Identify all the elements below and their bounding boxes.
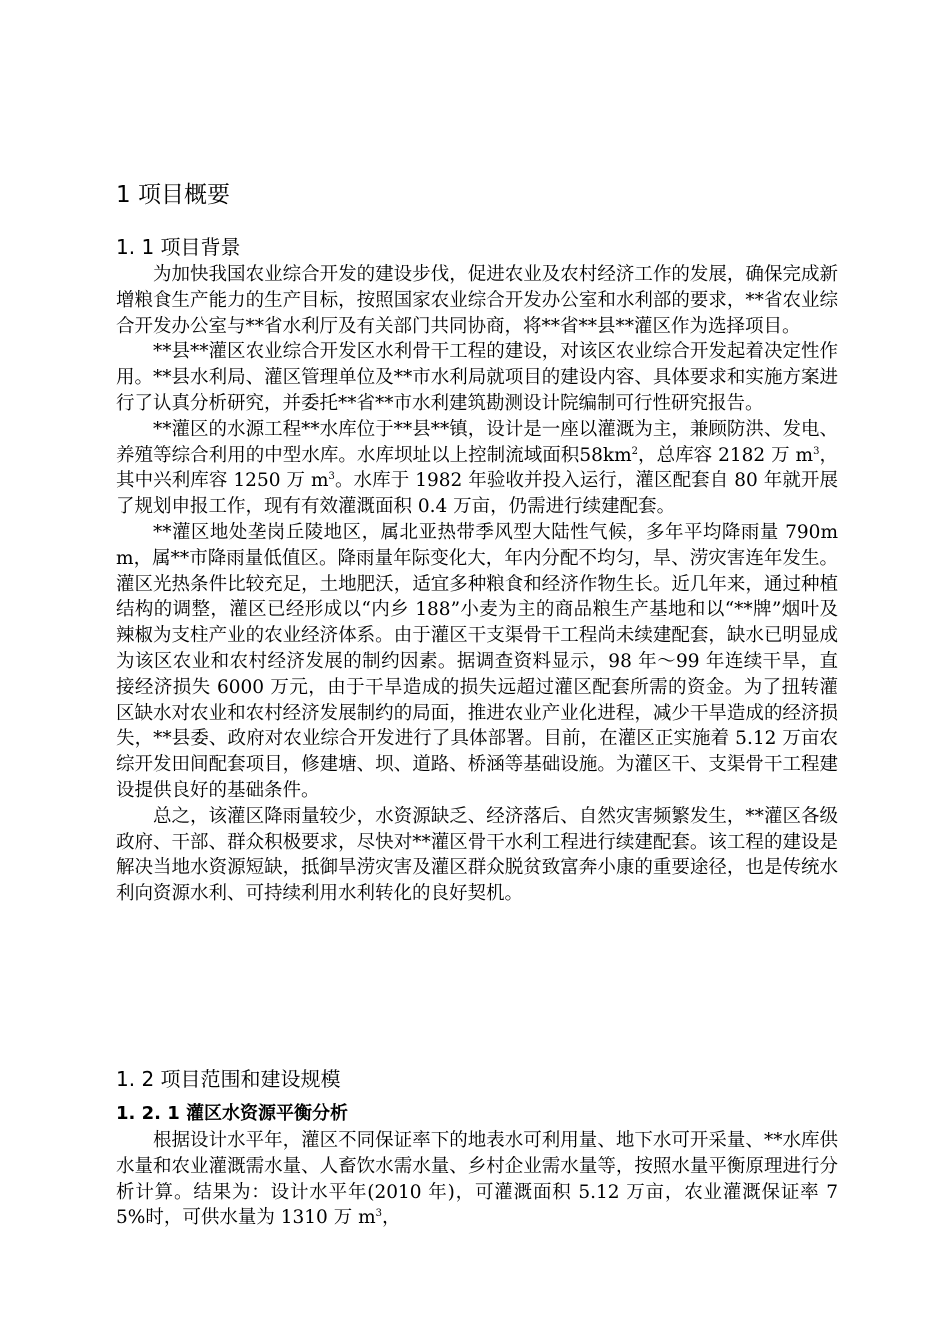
- superscript-3a: 3: [813, 445, 820, 457]
- paragraph-3-part-2: ，总库容 2182 万 m: [638, 444, 814, 466]
- paragraph-4: **灌区地处垄岗丘陵地区，属北亚热带季风型大陆性气候，多年平均降雨量 790mm，属**市降雨量低值区。降雨量年际变化大，年内分配不均匀，旱、涝灾害连年发生。灌区光热条件比较充足，土地肥沃，适宜多种粮食和经济作物生长。近几年来，通过种植结构的调整，灌区已经形成以“内乡 188”小麦为主的商品粮生产基地和以“**牌”烟叶及辣椒为支柱产业的农业经济体系。由于灌区干支渠骨干工程尚未续建配套，缺水已明显成为该区农业和农村经济发展的制约因素。据调查资料显示，98 年～99 年连续干旱，直接经济损失 6000 万元，由于干旱造成的损失远超过灌区配套所需的资金。为了扭转灌区缺水对农业和农村经济发展制约的局面，推进农业产业化进程，减少干旱造成的经济损失，**县委、政府对农业综合开发进行了具体部署。目前，在灌区正实施着 5.12 万亩农综开发田间配套项目，修建塘、坝、道路、桥涵等基础设施。为灌区干、支渠骨干工程建设提供良好的基础条件。: [116, 521, 838, 801]
- section-1-2: [116, 1064, 838, 1094]
- section-1-1-title: 1. 1 项目背景: [116, 235, 241, 259]
- superscript-3c: 3: [375, 1208, 382, 1220]
- chapter-title: 1 项目概要: [116, 182, 230, 208]
- paragraph-3-part-1: **灌区的水源工程**水库位于**县**镇，设计是一座以灌溉为主，兼顾防洪、发电、养殖等综合利用的中型水库。水库坝址以上控制流域面积58km: [116, 418, 838, 466]
- paragraph-6-tail: ，: [382, 1207, 401, 1229]
- section-1-2-title: 1. 2 项目范围和建设规模: [116, 1067, 341, 1091]
- paragraph-3-part-4: 。水库于 1982 年验收并投入运行，灌区配套自 80 年就开展了规划申报工作，现有有效灌溉面积 0.4 万亩，仍需进行续建配套。: [116, 470, 838, 518]
- paragraph-3-part-3: ，其中兴利库容 1250 万 m: [116, 444, 838, 492]
- superscript-2: 2: [631, 445, 638, 457]
- paragraph-1: 为加快我国农业综合开发的建设步伐，促进农业及农村经济工作的发展，确保完成新增粮食生产能力的生产目标，按照国家农业综合开发办公室和水利部的要求，**省农业综合开发办公室与**省水利厅及有关部门共同协商，将**省**县**灌区作为选择项目。: [116, 264, 838, 337]
- paragraph-6: [116, 1128, 838, 1231]
- paragraph-5: 总之，该灌区降雨量较少，水资源缺乏、经济落后、自然灾害频繁发生，**灌区各级政府、干部、群众积极要求，尽快对**灌区骨干水利工程进行续建配套。该工程的建设是解决当地水资源短缺，抵御旱涝灾害及灌区群众脱贫致富奔小康的重要途径，也是传统水利向资源水利、可持续利用水利转化的良好契机。: [116, 805, 838, 905]
- section-1-2-1: [116, 1100, 838, 1231]
- superscript-3b: 3: [328, 471, 335, 483]
- section-1-1: [116, 232, 838, 907]
- paragraph-2: **县**灌区农业综合开发区水利骨干工程的建设，对该区农业综合开发起着决定性作用。**县水利局、灌区管理单位及**市水利局就项目的建设内容、具体要求和实施方案进行了认真分析研究，并委托**省**市水利建筑勘测设计院编制可行性研究报告。: [116, 341, 838, 414]
- paragraph-6-text: 根据设计水平年，灌区不同保证率下的地表水可利用量、地下水可开采量、**水库供水量和农业灌溉需水量、人畜饮水需水量、乡村企业需水量等，按照水量平衡原理进行分析计算。结果为：设计水平年(2010 年)，可灌溉面积 5.12 万亩，农业灌溉保证率 75%时，可供水量为 1310 万 m: [116, 1130, 838, 1229]
- section-1-2-1-title: 1. 2. 1 灌区水资源平衡分析: [116, 1103, 349, 1124]
- paragraph-3: [116, 417, 838, 520]
